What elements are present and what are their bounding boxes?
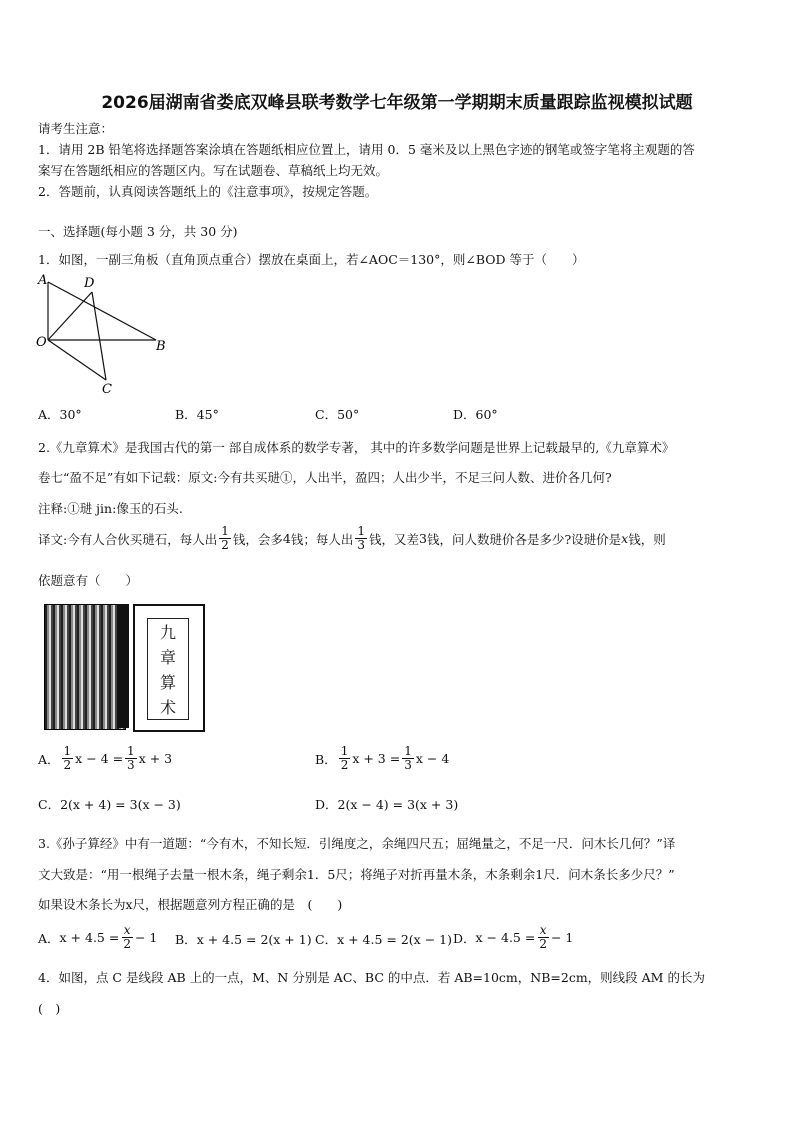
- notice-item-2: 2．答题前，认真阅读答题纸上的《注意事项》，按规定答题。: [38, 184, 378, 199]
- q3-option-d: D． x − 4.5 = $\frac{x}{2}$ − 1: [453, 923, 574, 951]
- book-title-char-4: 术: [159, 698, 176, 717]
- point-label-c: C: [102, 382, 112, 397]
- notice-heading: 请考生注意：: [38, 121, 114, 136]
- q2-option-a: A． $\frac{1}{2}$ x − 4 = $\frac{1}{3}$ x + 3: [38, 744, 173, 772]
- q4-line-1: 4．如图，点 C 是线段 AB 上的一点，M、N 分别是 AC、BC 的中点．若 AB=10cm，NB=2cm，则线段 AM 的长为: [38, 970, 705, 985]
- q2-trans-b: 钱，会多: [232, 531, 283, 547]
- q1-triangle-figure: [34, 272, 166, 398]
- q2-line-1: 2.《九章算术》是我国古代的第一 部自成体系的数学专著， 其中的许多数学问题是世界上记载最早的,《九章算术》: [38, 440, 675, 455]
- point-label-d: D: [84, 276, 95, 291]
- q3-option-c: C．x + 4.5 = 2(x − 1): [315, 932, 452, 947]
- q2-option-b: B． $\frac{1}{2}$ x + 3 = $\frac{1}{3}$ x − 4: [315, 744, 450, 772]
- q3-option-b: B．x + 4.5 = 2(x + 1): [175, 932, 312, 947]
- q3-line-1: 3.《孙子算经》中有一道题：“今有木，不知长短．引绳度之，余绳四尺五；屈绳量之，不足一尺．问木长几何？”译: [38, 836, 676, 851]
- point-label-b: B: [156, 339, 166, 354]
- q3-line-2: 文大致是：“用一根绳子去量一根木条，绳子剩余1．5尺；将绳子对折再量木条，木条剩余1尺．问木条长多少尺？”: [38, 867, 675, 882]
- q2-number-4: 4: [282, 531, 291, 546]
- notice-item-1: 1．请用 2B 铅笔将选择题答案涂填在答题纸相应位置上，请用 0．5 毫米及以上黑色字迹的钢笔或签字笔将主观题的答: [38, 142, 695, 157]
- q2-line-2: 卷七“盈不足”有如下记载：原文:今有共买琎①，人出半，盈四；人出少半，不足三问人数、进价各几何?: [38, 470, 612, 485]
- point-label-o: O: [36, 335, 47, 350]
- q2-var-x: x: [621, 531, 629, 546]
- q2-option-d: D．2(x − 4) = 3(x + 3): [315, 797, 459, 812]
- q3-option-a: A． x + 4.5 = $\frac{x}{2}$ − 1: [38, 923, 158, 951]
- q4-line-2: ( ): [38, 1001, 61, 1016]
- q2-trans-c: 钱；每人出: [290, 531, 354, 547]
- book-title-char-3: 算: [159, 673, 176, 692]
- book-cover-image: [133, 604, 205, 732]
- q2-option-c: C．2(x + 4) = 3(x − 3): [38, 797, 181, 812]
- q1-option-b: B．45°: [175, 407, 219, 422]
- q2-note: 注释:①琎 jin:像玉的石头.: [38, 501, 183, 516]
- fraction-third: $\frac{1}{3}$: [357, 524, 365, 552]
- q1-option-c: C．50°: [315, 407, 360, 422]
- section-heading: 一、选择题(每小题 3 分，共 30 分): [38, 224, 238, 239]
- q2-trans-f: 钱，则: [628, 531, 666, 547]
- q2-translation: [38, 525, 666, 552]
- fraction-half: $\frac{1}{2}$: [221, 524, 229, 552]
- q2-line-last: 依题意有（ ）: [38, 573, 139, 588]
- ancient-book-page-image: [44, 604, 126, 730]
- q2-number-3: 3: [419, 531, 427, 546]
- book-spine: [117, 604, 129, 728]
- point-label-a: A: [38, 273, 48, 288]
- q2-trans-a: 译文:今有人合伙买琎石，每人出: [38, 531, 218, 547]
- book-title-char-1: 九: [159, 623, 176, 642]
- q2-trans-e: 钱，问人数琎价各是多少?设琎价是: [426, 531, 622, 547]
- q1-option-d: D．60°: [453, 407, 498, 422]
- q1-stem: 1．如图，一副三角板（直角顶点重合）摆放在桌面上，若∠AOC＝130°，则∠BOD 等于（ ）: [38, 252, 585, 267]
- notice-item-1-cont: 案写在答题纸相应的答题区内。写在试题卷、草稿纸上均无效。: [38, 163, 389, 178]
- q2-trans-d: 钱，又差: [368, 531, 419, 547]
- q1-option-a: A．30°: [38, 407, 82, 422]
- book-title-char-2: 章: [159, 648, 176, 667]
- q3-line-3: 如果设木条长为x尺，根据题意列方程正确的是 ( ): [38, 897, 343, 912]
- page-title: 2026届湖南省娄底双峰县联考数学七年级第一学期期末质量跟踪监视模拟试题: [101, 93, 693, 113]
